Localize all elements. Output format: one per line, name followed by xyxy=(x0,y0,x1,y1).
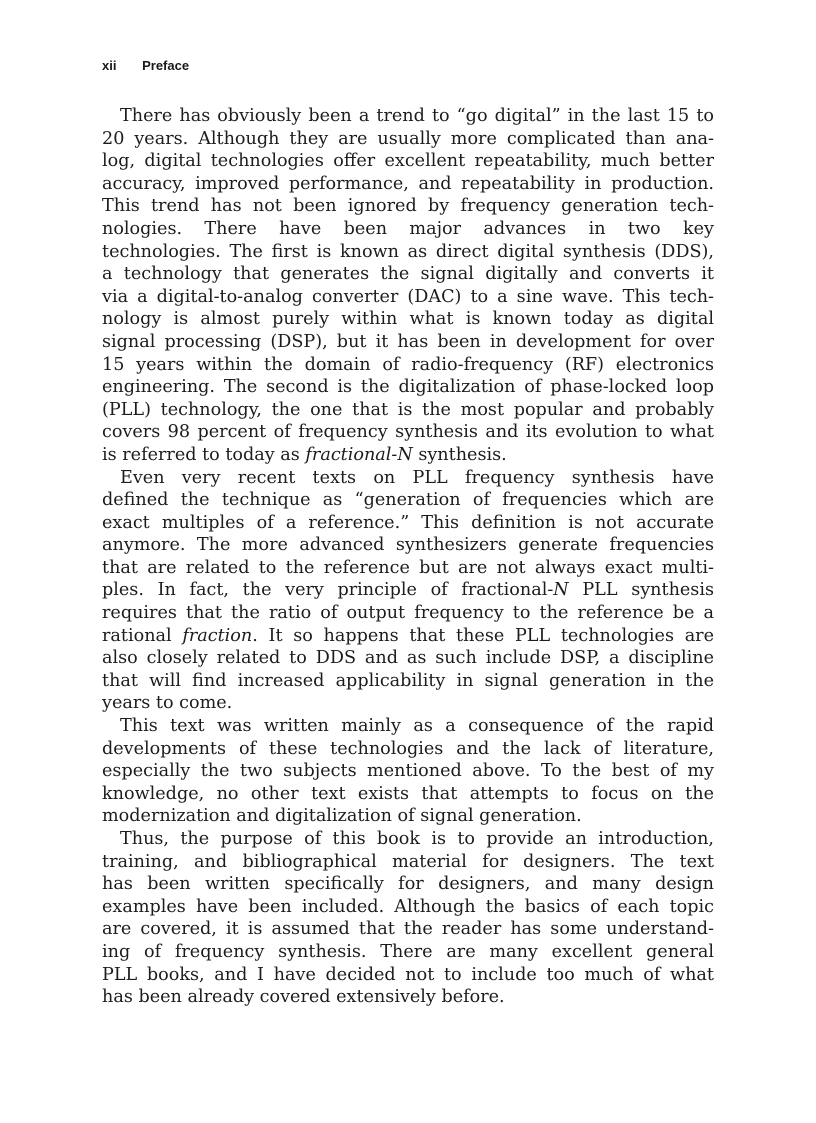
text-run: This trend has not been ignored by frequency generation tech- xyxy=(102,196,714,217)
text-run: years to come. xyxy=(102,693,233,714)
text-run: exact multiples of a reference.” This definition is not accurate xyxy=(102,512,714,533)
text-run: rational xyxy=(102,625,183,646)
paragraph xyxy=(102,105,714,467)
text-run: covers 98 percent of frequency synthesis and its evolution to what xyxy=(102,422,714,443)
text-run: nologies. There have been major advances in two key xyxy=(102,218,714,239)
text-run: a technology that generates the signal digitally and converts it xyxy=(102,264,714,285)
text-run: PLL synthesis xyxy=(568,580,714,601)
text-run: that are related to the reference but are not always exact multi- xyxy=(102,557,714,578)
text-line xyxy=(102,195,714,218)
text-line xyxy=(102,715,714,738)
text-run: especially the two subjects mentioned above. To the best of my xyxy=(102,761,714,782)
text-run: anymore. The more advanced synthesizers generate frequencies xyxy=(102,535,714,556)
text-line xyxy=(102,805,714,828)
text-line xyxy=(102,218,714,241)
text-line xyxy=(102,579,714,602)
text-line xyxy=(102,512,714,535)
text-run: (PLL) technology, the one that is the most popular and probably xyxy=(102,399,714,420)
text-line xyxy=(102,534,714,557)
text-line xyxy=(102,783,714,806)
text-run: also closely related to DDS and as such include DSP, a discipline xyxy=(102,648,714,669)
text-line xyxy=(102,670,714,693)
text-run: log, digital technologies offer excellent repeatability, much better xyxy=(102,151,714,172)
text-line xyxy=(102,173,714,196)
text-line xyxy=(102,105,714,128)
text-line xyxy=(102,354,714,377)
text-line xyxy=(102,986,714,1009)
text-run: knowledge, no other text exists that attempts to focus on the xyxy=(102,783,714,804)
text-line xyxy=(102,489,714,512)
text-run: are covered, it is assumed that the reader has some understand- xyxy=(102,919,714,940)
text-run: developments of these technologies and the lack of literature, xyxy=(102,738,714,759)
body-text xyxy=(102,105,714,1009)
text-run: training, and bibliographical material for designers. The text xyxy=(102,851,714,872)
text-line xyxy=(102,286,714,309)
text-line xyxy=(102,964,714,987)
text-run: nology is almost purely within what is known today as digital xyxy=(102,309,714,330)
text-run: 20 years. Although they are usually more complicated than ana- xyxy=(102,128,714,149)
text-line xyxy=(102,647,714,670)
text-line xyxy=(102,941,714,964)
paragraph xyxy=(102,828,714,1009)
text-run: via a digital-to-analog converter (DAC) to a sine wave. This tech- xyxy=(102,286,714,307)
text-line xyxy=(102,851,714,874)
text-run: requires that the ratio of output frequency to the reference be a xyxy=(102,603,714,624)
page-number: xii xyxy=(102,58,117,73)
paragraph xyxy=(102,467,714,716)
text-run: accuracy, improved performance, and repeatability in production. xyxy=(102,173,714,194)
text-line xyxy=(102,760,714,783)
text-run: defined the technique as “generation of frequencies which are xyxy=(102,490,714,511)
italic-term: N xyxy=(553,580,569,601)
text-run: Thus, the purpose of this book is to provide an introduction, xyxy=(120,829,714,849)
text-line xyxy=(102,828,714,851)
text-line xyxy=(102,376,714,399)
text-line xyxy=(102,263,714,286)
text-line xyxy=(102,625,714,648)
text-run: engineering. The second is the digitalization of phase-locked loop xyxy=(102,377,714,398)
text-line xyxy=(102,308,714,331)
text-line xyxy=(102,557,714,580)
text-run: This text was written mainly as a consequence of the rapid xyxy=(120,716,714,737)
text-run: has been written specifically for designers, and many design xyxy=(102,874,714,895)
running-head xyxy=(102,58,189,73)
text-run: . It so happens that these PLL technologies are xyxy=(252,625,715,646)
text-line xyxy=(102,918,714,941)
text-run: technologies. The first is known as direct digital synthesis (DDS), xyxy=(102,241,714,262)
text-line xyxy=(102,738,714,761)
text-line xyxy=(102,399,714,422)
text-run: ples. In fact, the very principle of fractional- xyxy=(102,580,554,601)
text-run: 15 years within the domain of radio-frequency (RF) electronics xyxy=(102,354,714,375)
text-line xyxy=(102,896,714,919)
text-line xyxy=(102,128,714,151)
text-run: signal processing (DSP), but it has been in development for over xyxy=(102,331,714,352)
paragraph xyxy=(102,715,714,828)
text-line xyxy=(102,444,714,467)
text-run: modernization and digitalization of signal generation. xyxy=(102,806,582,827)
text-run: PLL books, and I have decided not to include too much of what xyxy=(102,964,714,985)
text-run: Even very recent texts on PLL frequency synthesis have xyxy=(120,467,714,488)
text-run: that will find increased applicability in signal generation in the xyxy=(102,670,714,691)
text-line xyxy=(102,421,714,444)
text-run: ing of frequency synthesis. There are many excellent general xyxy=(102,941,714,962)
text-run: There has obviously been a trend to “go digital” in the last 15 to xyxy=(120,106,714,126)
running-title: Preface xyxy=(142,58,190,73)
text-line xyxy=(102,241,714,264)
text-run: is referred to today as xyxy=(102,444,306,465)
text-run: examples have been included. Although the basics of each topic xyxy=(102,896,714,917)
text-line xyxy=(102,331,714,354)
text-line xyxy=(102,467,714,490)
text-line xyxy=(102,692,714,715)
text-line xyxy=(102,150,714,173)
text-run: synthesis. xyxy=(412,444,507,465)
text-line xyxy=(102,873,714,896)
text-line xyxy=(102,602,714,625)
italic-term: fractional-N xyxy=(305,444,413,465)
text-run: has been already covered extensively before. xyxy=(102,987,505,1008)
italic-term: fraction xyxy=(182,625,253,646)
